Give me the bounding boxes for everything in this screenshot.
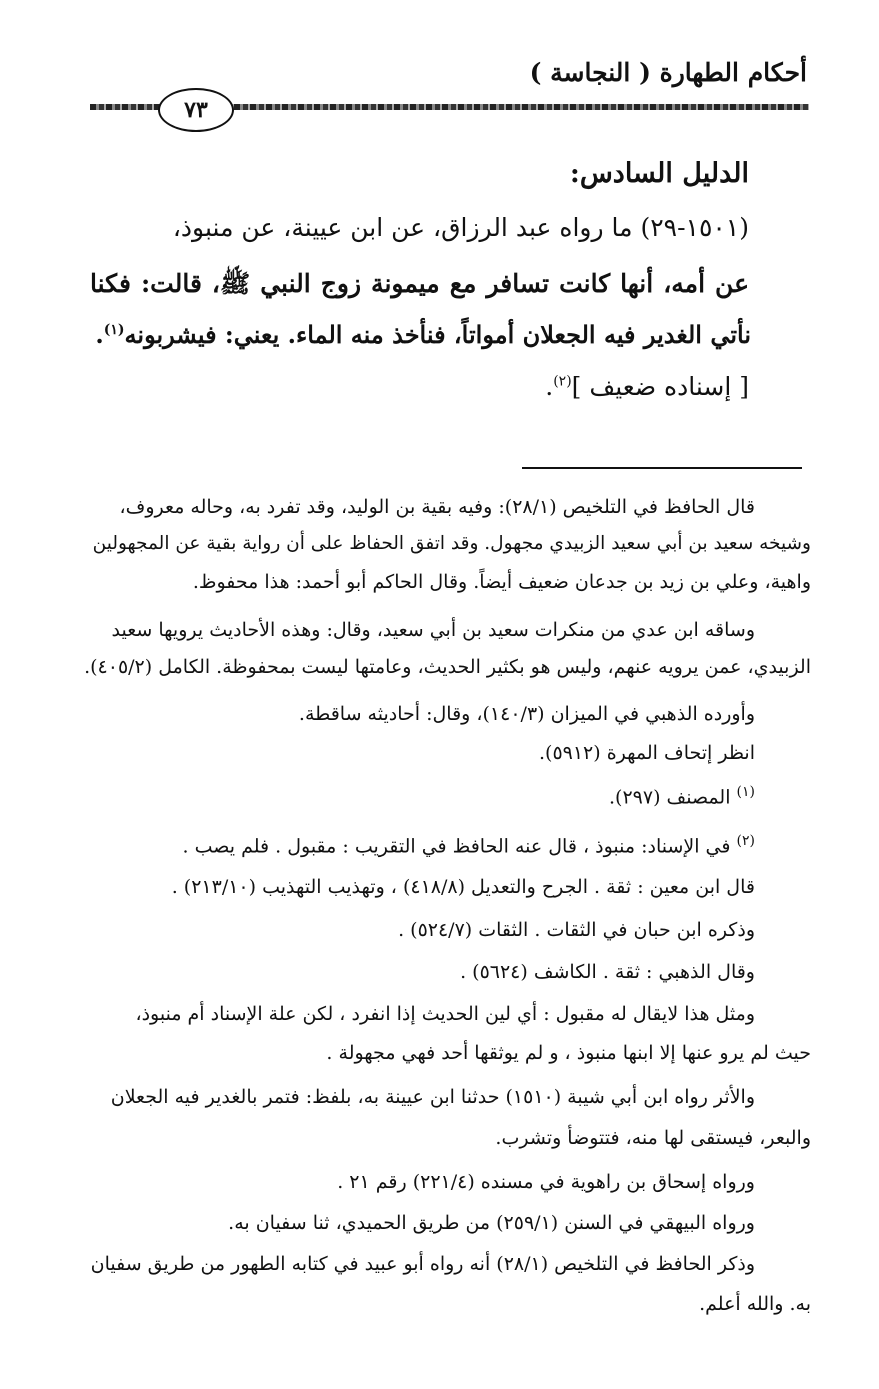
footnote-1-text: المصنف (٢٩٧).	[609, 786, 731, 809]
note-line: وشيخه سعيد بن أبي سعيد الزبيدي مجهول. وقد اتفق الحفاظ على أن رواية بقية عن المجهولين	[92, 533, 811, 554]
note-line: ومثل هذا لايقال له مقبول : أي لين الحديث إذا انفرد ، لكن علة الإسناد أم منبوذ،	[135, 1003, 755, 1025]
note-line: والأثر رواه ابن أبي شيبة (١٥١٠) حدثنا ابن عيينة به، بلفظ: فتمر بالغدير فيه الجعلان	[110, 1086, 755, 1108]
footnote-separator	[522, 467, 802, 469]
page-number: ٧٣	[158, 88, 234, 132]
note-line: واهية، وعلي بن زيد بن جدعان ضعيف أيضاً. وقال الحاكم أبو أحمد: هذا محفوظ.	[192, 571, 811, 593]
note-line: قال ابن معين : ثقة . الجرح والتعديل (٤١٨/٨) ، وتهذيب التهذيب (٢١٣/١٠) .	[171, 876, 755, 898]
hadith-grade-text: [ إسناده ضعيف ]	[571, 372, 749, 401]
note-line: وذكره ابن حبان في الثقات . الثقات (٥٢٤/٧) .	[398, 919, 755, 941]
footnote-ref-2: (٢)	[553, 373, 572, 390]
footnote-2	[84, 833, 755, 857]
running-header-title: أحكام الطهارة ( النجاسة )	[529, 58, 807, 87]
note-line: وأورده الذهبي في الميزان (١٤٠/٣)، وقال: أحاديثه ساقطة.	[298, 703, 755, 725]
note-line: به. والله أعلم.	[699, 1293, 811, 1315]
hadith-line-3	[90, 320, 751, 349]
note-line: حيث لم يرو عنها إلا ابنها منبوذ ، و لم يوثقها أحد فهي مجهولة .	[326, 1042, 811, 1064]
footnote-1-number: (١)	[736, 784, 755, 800]
note-line: وذكر الحافظ في التلخيص (٢٨/١) أنه رواه أبو عبيد في كتابه الطهور من طريق سفيان	[90, 1253, 755, 1275]
note-line: انظر إتحاف المهرة (٥٩١٢).	[538, 742, 755, 764]
hadith-line-3-text: نأتي الغدير فيه الجعلان أمواتاً، فنأخذ منه الماء. يعني: فيشربونه	[124, 320, 751, 349]
footnote-2-text: في الإسناد: منبوذ ، قال عنه الحافظ في التقريب : مقبول . فلم يصب .	[182, 835, 731, 858]
hadith-grade	[90, 372, 749, 401]
hadith-line-1: (١٥٠١-٢٩) ما رواه عبد الرزاق، عن ابن عيينة، عن منبوذ،	[172, 213, 749, 242]
note-line: وساقه ابن عدي من منكرات سعيد بن أبي سعيد، وقال: وهذه الأحاديث يرويها سعيد	[111, 619, 755, 641]
note-line: قال الحافظ في التلخيص (٢٨/١): وفيه بقية بن الوليد، وقد تفرد به، وحاله معروف،	[119, 496, 755, 518]
hadith-line-3-end: .	[95, 320, 104, 349]
hadith-grade-end: .	[545, 372, 554, 401]
footnotes	[84, 496, 811, 1326]
footnote-2-number: (٢)	[736, 833, 755, 849]
section-heading: الدليل السادس:	[569, 158, 749, 189]
note-line: ورواه إسحاق بن راهوية في مسنده (٢٢١/٤) رقم ٢١ .	[337, 1171, 755, 1193]
note-line: وقال الذهبي : ثقة . الكاشف (٥٦٢٤) .	[460, 961, 755, 983]
note-line: ورواه البيهقي في السنن (٢٥٩/١) من طريق الحميدي، ثنا سفيان به.	[228, 1212, 755, 1234]
footnote-1	[84, 784, 755, 808]
footnote-ref-1: (١)	[103, 322, 125, 338]
note-line: الزبيدي، عمن يرويه عنهم، وليس هو بكثير الحديث، وعامتها ليست بمحفوظة. الكامل (٤٠٥/٢).	[84, 656, 811, 678]
hadith-line-2: عن أمه، أنها كانت تسافر مع ميمونة زوج النبي ﷺ، قالت: فكنا	[90, 269, 749, 298]
note-line: والبعر، فيستقى لها منه، فتتوضأ وتشرب.	[495, 1127, 811, 1149]
